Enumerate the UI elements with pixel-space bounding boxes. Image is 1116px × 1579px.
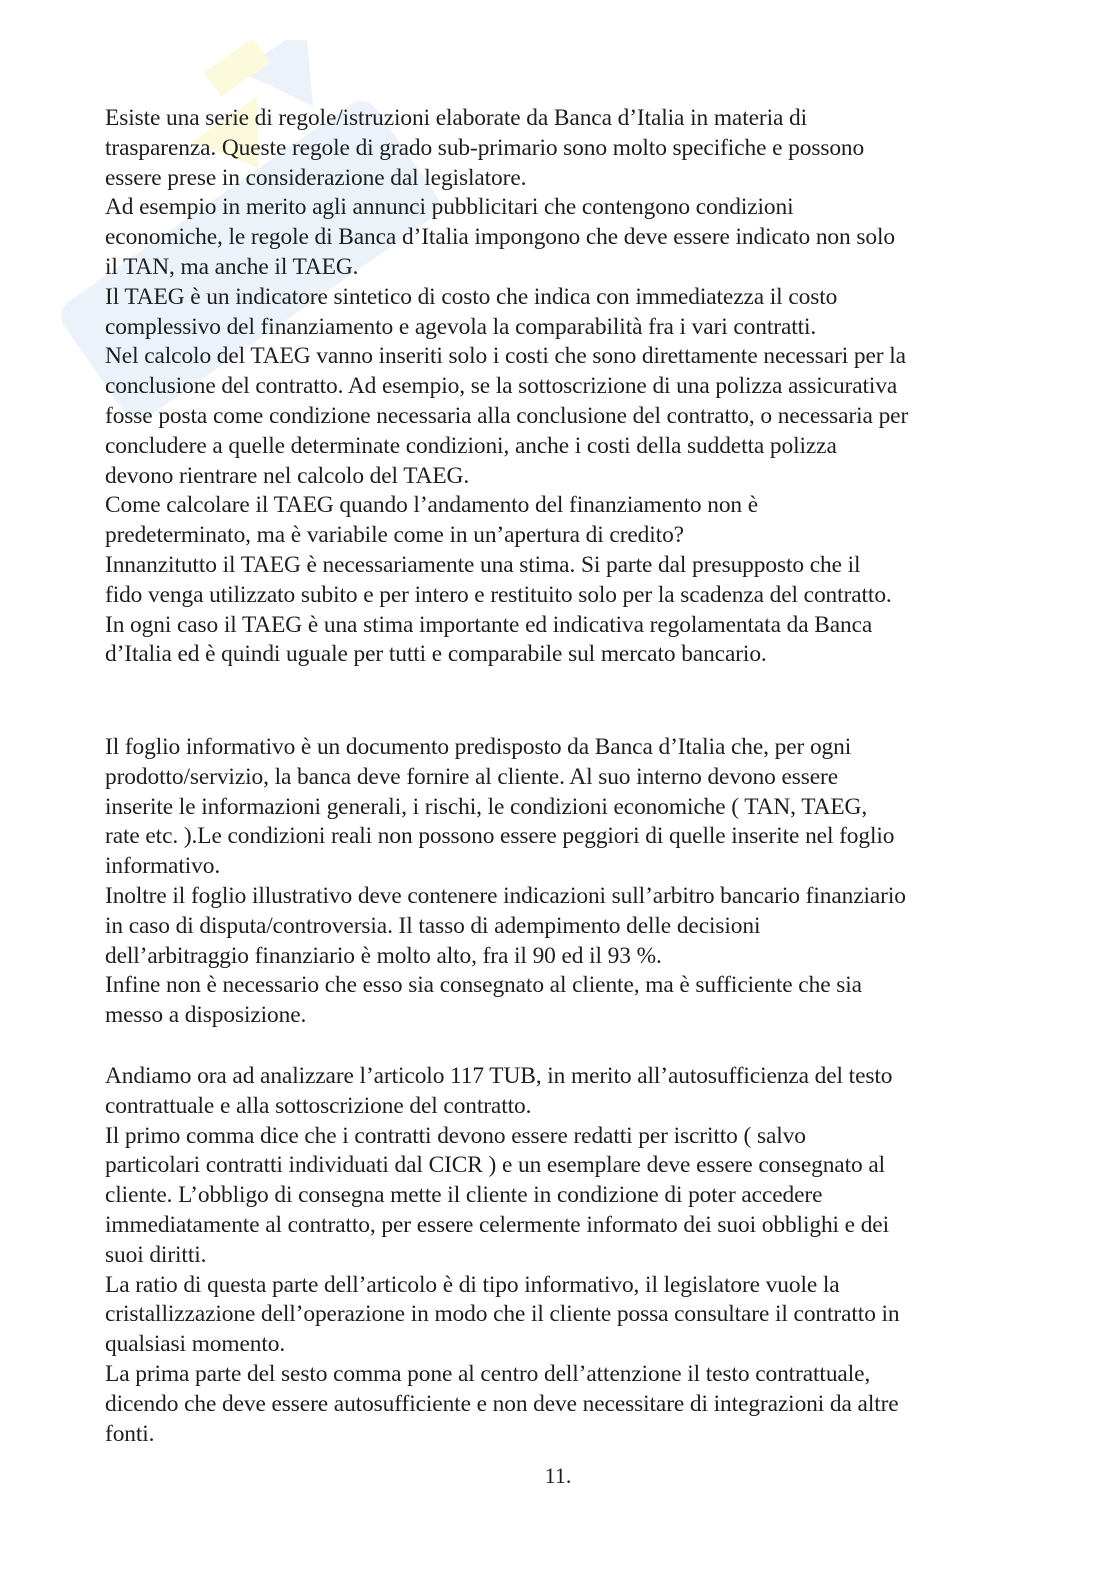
paragraph: Nel calcolo del TAEG vanno inseriti solo i costi che sono direttamente necessari per la conclusione del contratto. Ad esempio, se la sottoscrizione di una polizza assicurativa fosse posta come condizione necessaria alla conclusione del contratto, o necessaria per concludere a quelle determinate condizioni, anche i costi della suddetta polizza devono rientrare nel calcolo del TAEG. [105, 343, 909, 489]
paragraph: Il foglio informativo è un documento predisposto da Banca d’Italia che, per ogni prodotto/servizio, la banca deve fornire al cliente. Al suo interno devono essere inserite le informazioni generali, i rischi, le condizioni economiche ( TAN, TAEG, rate etc. ).Le condizioni reali non possono essere peggiori di quelle inserite nel foglio informativo. [105, 734, 895, 880]
section-taeg [105, 104, 1015, 670]
paragraph: La prima parte del sesto comma pone al centro dell’attenzione il testo contrattuale, dicendo che deve essere autosufficiente e non deve necessitare di integrazioni da altre fonti. [105, 1360, 899, 1447]
paragraph: La ratio di questa parte dell’articolo è di tipo informativo, il legislatore vuole la cristallizzazione dell’operazione in modo che il cliente possa consultare il contratto in qualsiasi momento. [105, 1271, 900, 1358]
page-number: 11. [544, 1463, 572, 1488]
paragraph: Il primo comma dice che i contratti devono essere redatti per iscritto ( salvo particolari contratti individuati dal CICR ) e un esemplare deve essere consegnato al cliente. L’obbligo di consegna mette il cliente in condizione di poter accedere immediatamente al contratto, per essere celermente informato dei suoi obblighi e dei suoi diritti. [105, 1122, 889, 1268]
paragraph: Inoltre il foglio illustrativo deve contenere indicazioni sull’arbitro bancario finanziario in caso di disputa/controversia. Il tasso di adempimento delle decisioni dell’arbitraggio finanziario è molto alto, fra il 90 ed il 93 %. [105, 882, 906, 969]
paragraph: Andiamo ora ad analizzare l’articolo 117 TUB, in merito all’autosufficienza del testo contrattuale e alla sottoscrizione del contratto. [105, 1063, 893, 1119]
section-articolo-117 [105, 1062, 1015, 1449]
paragraph: Ad esempio in merito agli annunci pubblicitari che contengono condizioni economiche, le regole di Banca d’Italia impongono che deve essere indicato non solo il TAN, ma anche il TAEG. [105, 194, 895, 280]
paragraph: In ogni caso il TAEG è una stima importante ed indicativa regolamentata da Banca d’Italia ed è quindi uguale per tutti e comparabile sul mercato bancario. [105, 611, 873, 668]
section-foglio-informativo [105, 733, 1015, 1031]
paragraph: Esiste una serie di regole/istruzioni elaborate da Banca d’Italia in materia di trasparenza. Queste regole di grado sub-primario sono molto specifiche e possono essere prese in considerazione dal legislatore. [105, 105, 865, 191]
paragraph: Il TAEG è un indicatore sintetico di costo che indica con immediatezza il costo complessivo del finanziamento e agevola la comparabilità fra i vari contratti. [105, 283, 838, 340]
paragraph: Infine non è necessario che esso sia consegnato al cliente, ma è sufficiente che sia messo a disposizione. [105, 972, 862, 1029]
paragraph: Come calcolare il TAEG quando l’andamento del finanziamento non è predeterminato, ma è variabile come in un’apertura di credito? [105, 492, 759, 549]
paragraph: Innanzitutto il TAEG è necessariamente una stima. Si parte dal presupposto che il fido venga utilizzato subito e per intero e restituito solo per la scadenza del contratto. [105, 551, 892, 608]
